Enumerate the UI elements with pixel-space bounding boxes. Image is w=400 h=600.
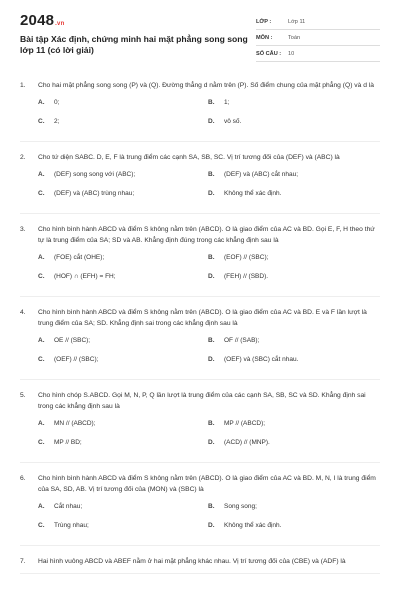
option-text: 0; bbox=[54, 99, 60, 106]
answer-option[interactable] bbox=[38, 418, 208, 429]
option-text: vô số. bbox=[224, 118, 242, 125]
question-text-row bbox=[20, 152, 380, 163]
option-text: MP // BD; bbox=[54, 439, 82, 446]
question-text: Hai hình vuông ABCD và ABEF nằm ở hai mặt phẳng khác nhau. Vị trí tương đối của (CBE) và (ADF) là bbox=[38, 558, 346, 565]
document-header bbox=[20, 12, 380, 64]
question-number: 7. bbox=[20, 558, 26, 565]
question-text: Cho hình bình hành ABCD và điểm S không nằm trên (ABCD). O là giao điểm của AC và BD. Gọi E, F, H theo thứ tự là trung điểm của SA; SD và AB. Khẳng định đúng trong các khẳng định sau là bbox=[38, 226, 375, 244]
option-letter: A. bbox=[38, 337, 45, 344]
option-letter: B. bbox=[208, 254, 215, 261]
option-letter: C. bbox=[38, 439, 45, 446]
logo-text: 2048 bbox=[20, 12, 55, 29]
question-item bbox=[20, 556, 380, 574]
question-text: Cho hai mặt phẳng song song (P) và (Q). Đường thẳng d nằm trên (P). Số điểm chung của mặt phẳng (Q) và d là bbox=[38, 82, 374, 89]
answer-option[interactable] bbox=[208, 169, 378, 180]
answer-options bbox=[20, 501, 380, 539]
answer-option[interactable] bbox=[38, 437, 208, 448]
option-letter: B. bbox=[208, 171, 215, 178]
answer-option[interactable] bbox=[208, 252, 378, 263]
question-text: Cho tứ diện SABC. D, E, F là trung điểm các cạnh SA, SB, SC. Vị trí tương đối của (DEF) và (ABC) là bbox=[38, 154, 340, 161]
option-text: (DEF) và (ABC) trùng nhau; bbox=[54, 190, 135, 197]
question-text-row bbox=[20, 307, 380, 329]
meta-row-subject bbox=[256, 30, 380, 46]
answer-option[interactable] bbox=[208, 271, 378, 282]
answer-option[interactable] bbox=[38, 501, 208, 512]
answer-option[interactable] bbox=[38, 116, 208, 127]
answer-option[interactable] bbox=[38, 169, 208, 180]
option-letter: D. bbox=[208, 356, 215, 363]
answer-option[interactable] bbox=[208, 520, 378, 531]
option-letter: A. bbox=[38, 99, 45, 106]
answer-options bbox=[20, 335, 380, 373]
question-number: 2. bbox=[20, 154, 26, 161]
option-text: (FOE) cắt (OHE); bbox=[54, 254, 105, 261]
answer-option[interactable] bbox=[38, 188, 208, 199]
answer-option[interactable] bbox=[38, 252, 208, 263]
logo-suffix: .vn bbox=[55, 21, 65, 27]
question-text-row bbox=[20, 80, 380, 91]
option-text: (DEF) song song với (ABC); bbox=[54, 171, 136, 178]
option-text: Cắt nhau; bbox=[54, 503, 83, 510]
option-letter: D. bbox=[208, 439, 215, 446]
question-text-row bbox=[20, 224, 380, 246]
answer-options bbox=[20, 97, 380, 135]
option-text: OE // (SBC); bbox=[54, 337, 91, 344]
question-item bbox=[20, 152, 380, 214]
option-text: OF // (SAB); bbox=[224, 337, 260, 344]
question-item bbox=[20, 307, 380, 380]
question-text-row bbox=[20, 473, 380, 495]
option-text: 1; bbox=[224, 99, 230, 106]
meta-value: Toán bbox=[288, 34, 301, 41]
option-text: Không thể xác định. bbox=[224, 522, 282, 529]
answer-option[interactable] bbox=[208, 335, 378, 346]
answer-options bbox=[20, 169, 380, 207]
option-letter: C. bbox=[38, 190, 45, 197]
option-letter: B. bbox=[208, 420, 215, 427]
option-letter: C. bbox=[38, 118, 45, 125]
option-text: Không thể xác định. bbox=[224, 190, 282, 197]
option-text: Trùng nhau; bbox=[54, 522, 89, 529]
question-number: 6. bbox=[20, 475, 26, 482]
option-text: (OEF) và (SBC) cắt nhau. bbox=[224, 356, 299, 363]
option-letter: D. bbox=[208, 273, 215, 280]
question-number: 3. bbox=[20, 226, 26, 233]
answer-option[interactable] bbox=[208, 188, 378, 199]
question-list bbox=[20, 80, 380, 584]
question-text: Cho hình bình hành ABCD và điểm S không nằm trên (ABCD). O là giao điểm của AC và BD. M, N, I là trung điểm của SA, SD, AB. Vị trí tương đối của (MON) và (SBC) là bbox=[38, 475, 376, 493]
answer-option[interactable] bbox=[38, 271, 208, 282]
question-number: 4. bbox=[20, 309, 26, 316]
option-letter: B. bbox=[208, 503, 215, 510]
answer-option[interactable] bbox=[38, 520, 208, 531]
option-letter: C. bbox=[38, 522, 45, 529]
question-item bbox=[20, 390, 380, 463]
option-letter: B. bbox=[208, 337, 215, 344]
answer-options bbox=[20, 418, 380, 456]
option-text: (ACD) // (MNP). bbox=[224, 439, 270, 446]
answer-option[interactable] bbox=[208, 501, 378, 512]
option-text: 2; bbox=[54, 118, 60, 125]
option-letter: A. bbox=[38, 171, 45, 178]
option-text: (FEH) // (SBD). bbox=[224, 273, 269, 280]
answer-option[interactable] bbox=[38, 97, 208, 108]
option-text: (OEF) // (SBC); bbox=[54, 356, 99, 363]
question-text-row bbox=[20, 390, 380, 412]
answer-option[interactable] bbox=[208, 418, 378, 429]
meta-label: MÔN : bbox=[256, 34, 273, 41]
option-letter: D. bbox=[208, 118, 215, 125]
question-number: 5. bbox=[20, 392, 26, 399]
option-text: (EOF) // (SBC); bbox=[224, 254, 269, 261]
answer-option[interactable] bbox=[208, 97, 378, 108]
site-logo[interactable] bbox=[20, 12, 64, 29]
option-letter: C. bbox=[38, 273, 45, 280]
answer-option[interactable] bbox=[208, 437, 378, 448]
option-text: MN // (ABCD); bbox=[54, 420, 96, 427]
question-text: Cho hình chóp S.ABCD. Gọi M, N, P, Q lần lượt là trung điểm của các cạnh SA, SB, SC và SD. Khẳng định sai trong các khẳng định sau là bbox=[38, 392, 366, 410]
meta-value: Lớp 11 bbox=[288, 18, 306, 25]
option-text: (HOF) ∩ (EFH) = FH; bbox=[54, 273, 116, 280]
question-text-row bbox=[20, 556, 380, 567]
option-letter: A. bbox=[38, 503, 45, 510]
meta-label: SỐ CÂU : bbox=[256, 50, 282, 57]
answer-option[interactable] bbox=[208, 116, 378, 127]
option-letter: A. bbox=[38, 420, 45, 427]
meta-row-count bbox=[256, 46, 380, 62]
meta-table bbox=[256, 14, 380, 62]
answer-option[interactable] bbox=[38, 335, 208, 346]
question-item bbox=[20, 80, 380, 142]
option-letter: D. bbox=[208, 190, 215, 197]
question-item bbox=[20, 473, 380, 546]
question-number: 1. bbox=[20, 82, 26, 89]
meta-value: 10 bbox=[288, 50, 295, 57]
option-text: MP // (ABCD); bbox=[224, 420, 266, 427]
option-letter: A. bbox=[38, 254, 45, 261]
meta-row-class bbox=[256, 14, 380, 30]
question-text: Cho hình bình hành ABCD và điểm S không nằm trên (ABCD). O là giao điểm của AC và BD. E và F lần lượt là trung điểm của SA; SD. Khẳng định sai trong các khẳng định sau là bbox=[38, 309, 367, 327]
meta-label: LỚP : bbox=[256, 18, 272, 25]
option-text: Song song; bbox=[224, 503, 257, 510]
document-title: Bài tập Xác định, chứng minh hai mặt phẳng song song lớp 11 (có lời giải) bbox=[20, 34, 248, 56]
option-letter: B. bbox=[208, 99, 215, 106]
answer-option[interactable] bbox=[38, 354, 208, 365]
answer-option[interactable] bbox=[208, 354, 378, 365]
option-letter: C. bbox=[38, 356, 45, 363]
option-letter: D. bbox=[208, 522, 215, 529]
question-item bbox=[20, 224, 380, 297]
option-text: (DEF) và (ABC) cắt nhau; bbox=[224, 171, 299, 178]
answer-options bbox=[20, 252, 380, 290]
